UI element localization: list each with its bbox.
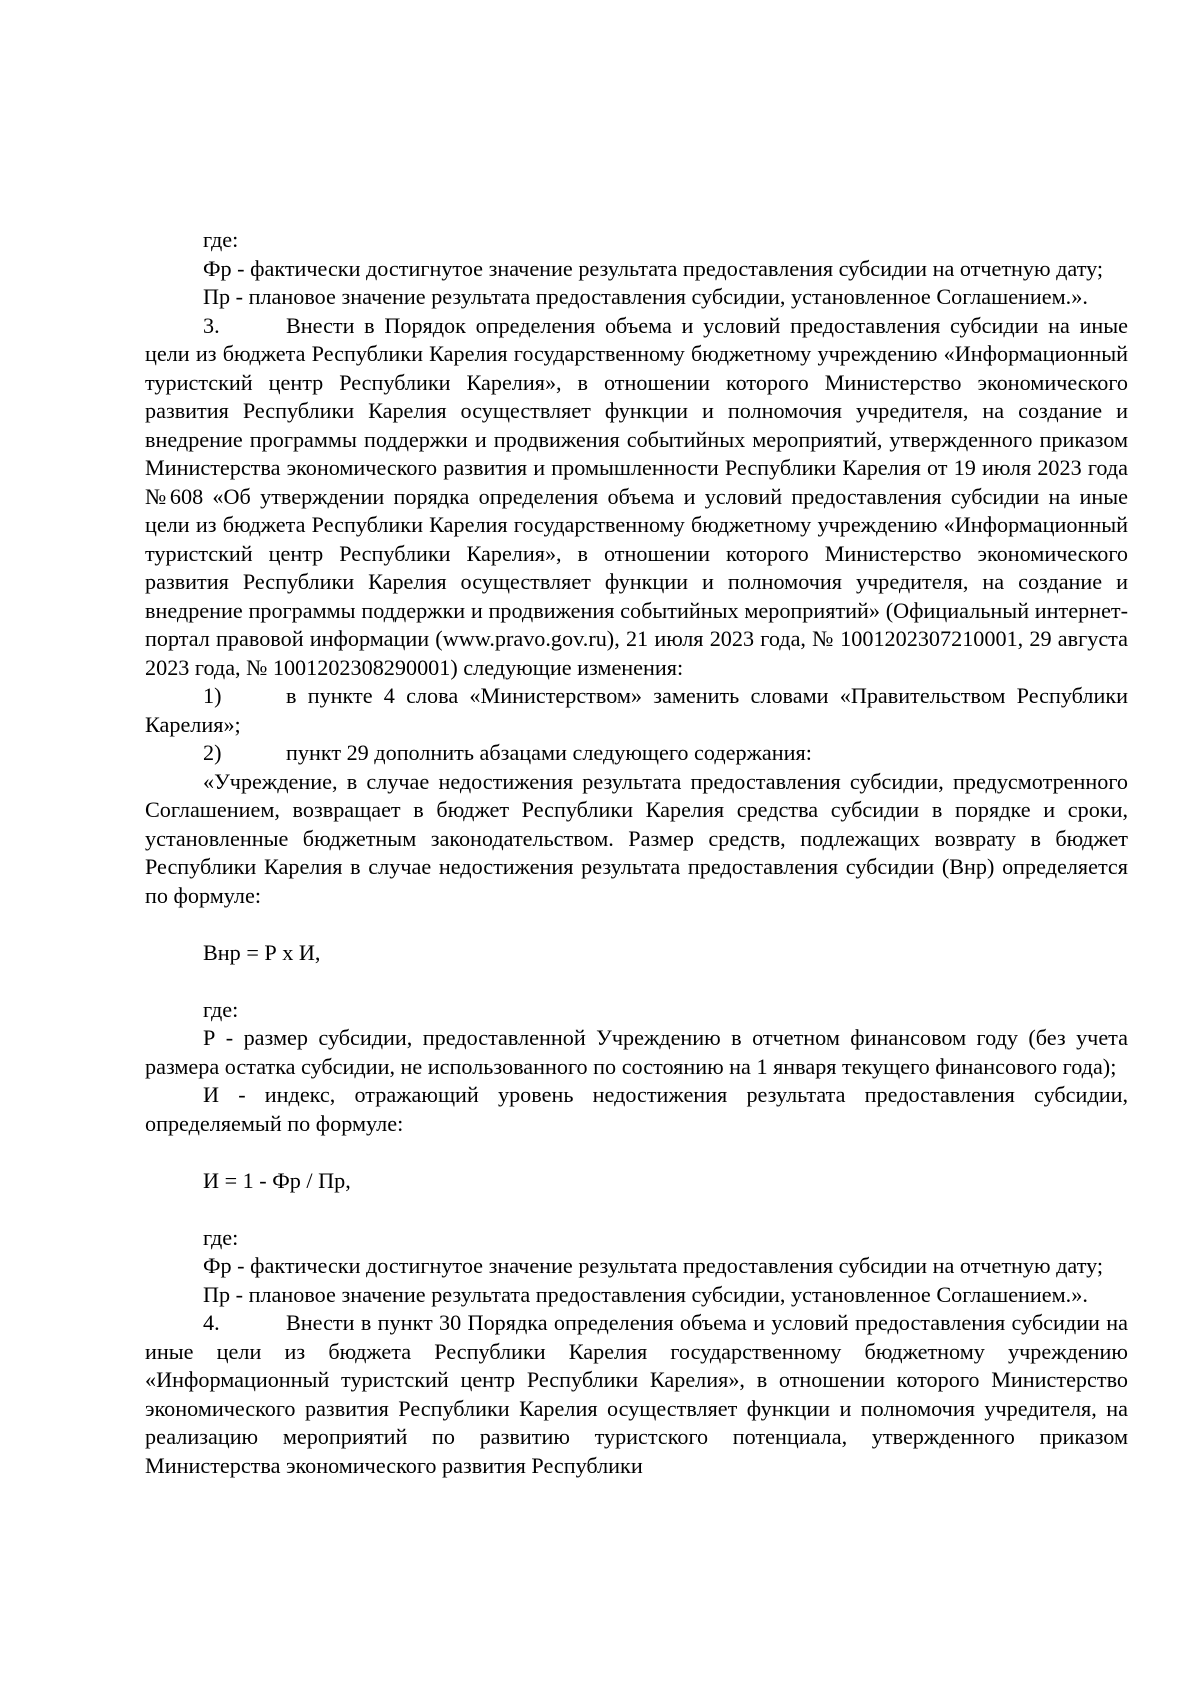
paragraph-where-1: где:: [203, 227, 239, 252]
paragraph-pr-definition-1: Пр - плановое значение результата предоставления субсидии, установленное Соглашением.».: [203, 284, 1088, 309]
item-text-4: Внести в пункт 30 Порядка определения объема и условий предоставления субсидии на иные цели из бюджета Республики Карелия государственному бюджетному учреждению «Информационный туристский центр Республики Карелия», в отношении которого Министерство экономического развития Республики Карелия осуществляет функции и полномочия учредителя, на реализацию мероприятий по развитию туристского потенциала, утвержденного приказом Министерства экономического развития Республики: [145, 1310, 1128, 1478]
paragraph-pr-definition-2: Пр - плановое значение результата предоставления субсидии, установленное Соглашением.».: [203, 1281, 1088, 1307]
formula-index: И = 1 - Фр / Пр,: [203, 1167, 351, 1193]
paragraph-institution-return: «Учреждение, в случае недостижения результата предоставления субсидии, предусмотренного Соглашением, возвращает в бюджет Республики Карелия средства субсидии в порядке и сроки, установленные бюджетным законодательством. Размер средств, подлежащих возврату в бюджет Республики Карелия в случае недостижения результата предоставления субсидии (Внр) определяется по формуле:: [145, 768, 1128, 908]
item-text-3: Внести в Порядок определения объема и условий предоставления субсидии на иные цели из бюджета Республики Карелия государственному бюджетному учреждению «Информационный туристский центр Республики Карелия», в отношении которого Министерство экономического развития Республики Карелия осуществляет функции и полномочия учредителя, на создание и внедрение программы поддержки и продвижения событийных мероприятий, утвержденного приказом Министерства экономического развития и промышленности Республики Карелия от 19 июля 2023 года №608 «Об утверждении порядка определения объема и условий предоставления субсидии на иные цели из бюджета Республики Карелия государственному бюджетному учреждению «Информационный туристский центр Республики Карелия», в отношении которого Министерство экономического развития Республики Карелия осуществляет функции и полномочия учредителя, на создание и внедрение программы поддержки и продвижения событийных мероприятий» (Официальный интернет-портал правовой информации (www.pravo.gov.ru), 21 июля 2023 года, № 1001202307210001, 29 августа 2023 года, № 1001202308290001) следующие изменения:: [145, 312, 1128, 680]
paragraph-i-definition: И - индекс, отражающий уровень недостижения результата предоставления субсидии, определяемый по формуле:: [145, 1082, 1128, 1136]
paragraph-item-4: [145, 1309, 1128, 1480]
item-number-4: 4.: [203, 1310, 220, 1335]
subitem-text-1: в пункте 4 слова «Министерством» заменить словами «Правительством Республики Карелия»;: [145, 683, 1128, 737]
subitem-number-1: 1): [203, 683, 222, 708]
subitem-number-2: 2): [203, 740, 222, 765]
formula-vnr: Внр = Р x И,: [203, 939, 321, 965]
paragraph-r-definition: Р - размер субсидии, предоставленной Учреждению в отчетном финансовом году (без учета размера остатка субсидии, не использованного по состоянию на 1 января текущего финансового года);: [145, 1025, 1128, 1079]
paragraph-subitem-2: [145, 739, 1128, 768]
subitem-text-2: пункт 29 дополнить абзацами следующего содержания:: [286, 740, 812, 765]
paragraph-subitem-1: [145, 682, 1128, 739]
paragraph-where-2: где:: [203, 996, 239, 1022]
paragraph-item-3: [145, 312, 1128, 683]
paragraph-fr-definition-2: Фр - фактически достигнутое значение результата предоставления субсидии на отчетную дату;: [203, 1253, 1104, 1278]
document-body: [145, 226, 1128, 1480]
paragraph-fr-definition-1: Фр - фактически достигнутое значение результата предоставления субсидии на отчетную дату;: [203, 255, 1104, 281]
item-number-3: 3.: [203, 312, 220, 338]
paragraph-where-3: где:: [203, 1224, 239, 1250]
